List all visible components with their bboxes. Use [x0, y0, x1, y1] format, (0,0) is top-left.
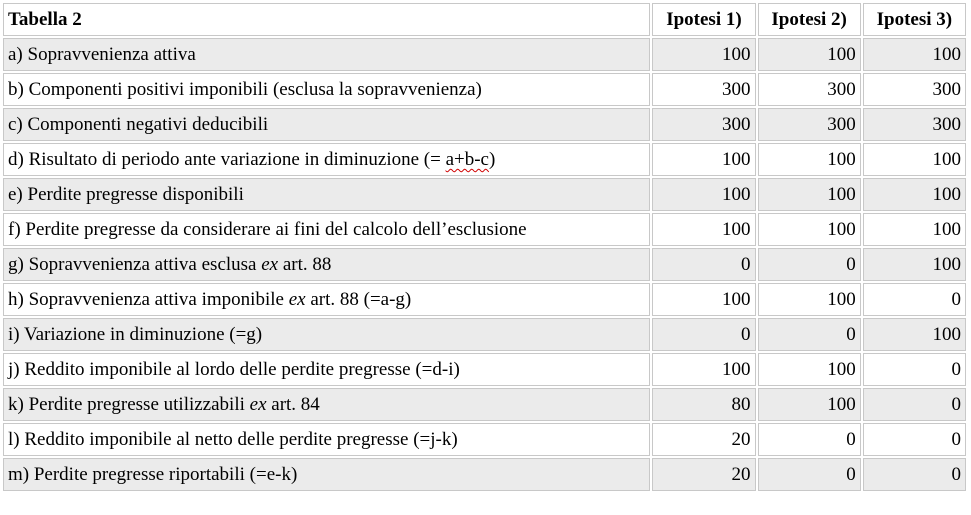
cell-ipotesi-3: 0 — [863, 458, 966, 491]
row-label — [3, 388, 650, 421]
table-row — [3, 178, 966, 211]
row-label-emphasis: ex — [249, 394, 267, 415]
row-label — [3, 213, 650, 246]
table-row — [3, 353, 966, 386]
cell-ipotesi-3: 0 — [863, 353, 966, 386]
cell-ipotesi-2: 0 — [758, 318, 861, 351]
cell-ipotesi-3: 100 — [863, 318, 966, 351]
row-label-text: d) Risultato di periodo ante variazione in diminuzione (= — [8, 149, 446, 170]
cell-ipotesi-3: 0 — [863, 423, 966, 456]
row-label — [3, 143, 650, 176]
row-label — [3, 108, 650, 141]
cell-ipotesi-2: 100 — [758, 38, 861, 71]
row-label-emphasis: ex — [288, 289, 306, 310]
cell-ipotesi-1: 0 — [652, 248, 755, 281]
cell-ipotesi-1: 100 — [652, 178, 755, 211]
row-label-text: l) Reddito imponibile al netto delle perdite pregresse (=j-k) — [8, 429, 458, 450]
cell-ipotesi-2: 0 — [758, 248, 861, 281]
row-label-suffix: art. 88 (=a-g) — [305, 289, 412, 310]
cell-ipotesi-1: 0 — [652, 318, 755, 351]
row-label-suffix: ) — [489, 149, 496, 170]
cell-ipotesi-1: 100 — [652, 213, 755, 246]
column-header-ipotesi-2: Ipotesi 2) — [758, 3, 861, 36]
cell-ipotesi-3: 100 — [863, 178, 966, 211]
cell-ipotesi-3: 300 — [863, 73, 966, 106]
row-label — [3, 73, 650, 106]
cell-ipotesi-2: 300 — [758, 108, 861, 141]
cell-ipotesi-2: 300 — [758, 73, 861, 106]
table-row — [3, 388, 966, 421]
column-header-ipotesi-1: Ipotesi 1) — [652, 3, 755, 36]
cell-ipotesi-1: 100 — [652, 353, 755, 386]
header-row — [3, 3, 966, 36]
cell-ipotesi-2: 0 — [758, 423, 861, 456]
table-row — [3, 318, 966, 351]
cell-ipotesi-3: 0 — [863, 388, 966, 421]
cell-ipotesi-1: 300 — [652, 73, 755, 106]
row-label-text: g) Sopravvenienza attiva esclusa — [8, 254, 262, 275]
row-label — [3, 178, 650, 211]
table-row — [3, 108, 966, 141]
cell-ipotesi-2: 100 — [758, 353, 861, 386]
table-row — [3, 213, 966, 246]
cell-ipotesi-1: 20 — [652, 423, 755, 456]
table-row — [3, 283, 966, 316]
cell-ipotesi-3: 100 — [863, 248, 966, 281]
cell-ipotesi-2: 100 — [758, 283, 861, 316]
row-label-text: i) Variazione in diminuzione (=g) — [8, 324, 263, 345]
row-label — [3, 283, 650, 316]
row-label-suffix: art. 88 — [278, 254, 332, 275]
cell-ipotesi-2: 100 — [758, 388, 861, 421]
cell-ipotesi-2: 100 — [758, 178, 861, 211]
cell-ipotesi-1: 100 — [652, 283, 755, 316]
table-row — [3, 458, 966, 491]
tabella-2 — [1, 1, 968, 493]
table-row — [3, 248, 966, 281]
row-label — [3, 318, 650, 351]
cell-ipotesi-1: 80 — [652, 388, 755, 421]
cell-ipotesi-3: 100 — [863, 213, 966, 246]
row-label — [3, 248, 650, 281]
cell-ipotesi-3: 100 — [863, 38, 966, 71]
table-row — [3, 73, 966, 106]
row-label — [3, 353, 650, 386]
row-label — [3, 423, 650, 456]
row-label-text: e) Perdite pregresse disponibili — [8, 184, 244, 205]
cell-ipotesi-2: 0 — [758, 458, 861, 491]
row-label-text: k) Perdite pregresse utilizzabili — [8, 394, 250, 415]
table-row — [3, 38, 966, 71]
row-label-text: c) Componenti negativi deducibili — [8, 114, 269, 135]
table-row — [3, 143, 966, 176]
table-row — [3, 423, 966, 456]
cell-ipotesi-1: 100 — [652, 143, 755, 176]
cell-ipotesi-1: 20 — [652, 458, 755, 491]
cell-ipotesi-1: 100 — [652, 38, 755, 71]
table-title: Tabella 2 — [3, 3, 650, 36]
row-label — [3, 38, 650, 71]
row-label-suffix: art. 84 — [266, 394, 320, 415]
row-label-text: m) Perdite pregresse riportabili (=e-k) — [8, 464, 298, 485]
cell-ipotesi-3: 300 — [863, 108, 966, 141]
cell-ipotesi-3: 0 — [863, 283, 966, 316]
cell-ipotesi-1: 300 — [652, 108, 755, 141]
row-label-text: h) Sopravvenienza attiva imponibile — [8, 289, 289, 310]
cell-ipotesi-2: 100 — [758, 213, 861, 246]
row-label-text: b) Componenti positivi imponibili (esclusa la sopravvenienza) — [8, 79, 482, 100]
row-label — [3, 458, 650, 491]
row-label-text: j) Reddito imponibile al lordo delle perdite pregresse (=d-i) — [8, 359, 460, 380]
row-label-emphasis: ex — [261, 254, 279, 275]
row-label-text: f) Perdite pregresse da considerare ai fini del calcolo dell’esclusione — [8, 219, 527, 240]
cell-ipotesi-2: 100 — [758, 143, 861, 176]
row-label-formula: a+b-c — [445, 149, 489, 170]
row-label-text: a) Sopravvenienza attiva — [8, 44, 196, 65]
cell-ipotesi-3: 100 — [863, 143, 966, 176]
column-header-ipotesi-3: Ipotesi 3) — [863, 3, 966, 36]
